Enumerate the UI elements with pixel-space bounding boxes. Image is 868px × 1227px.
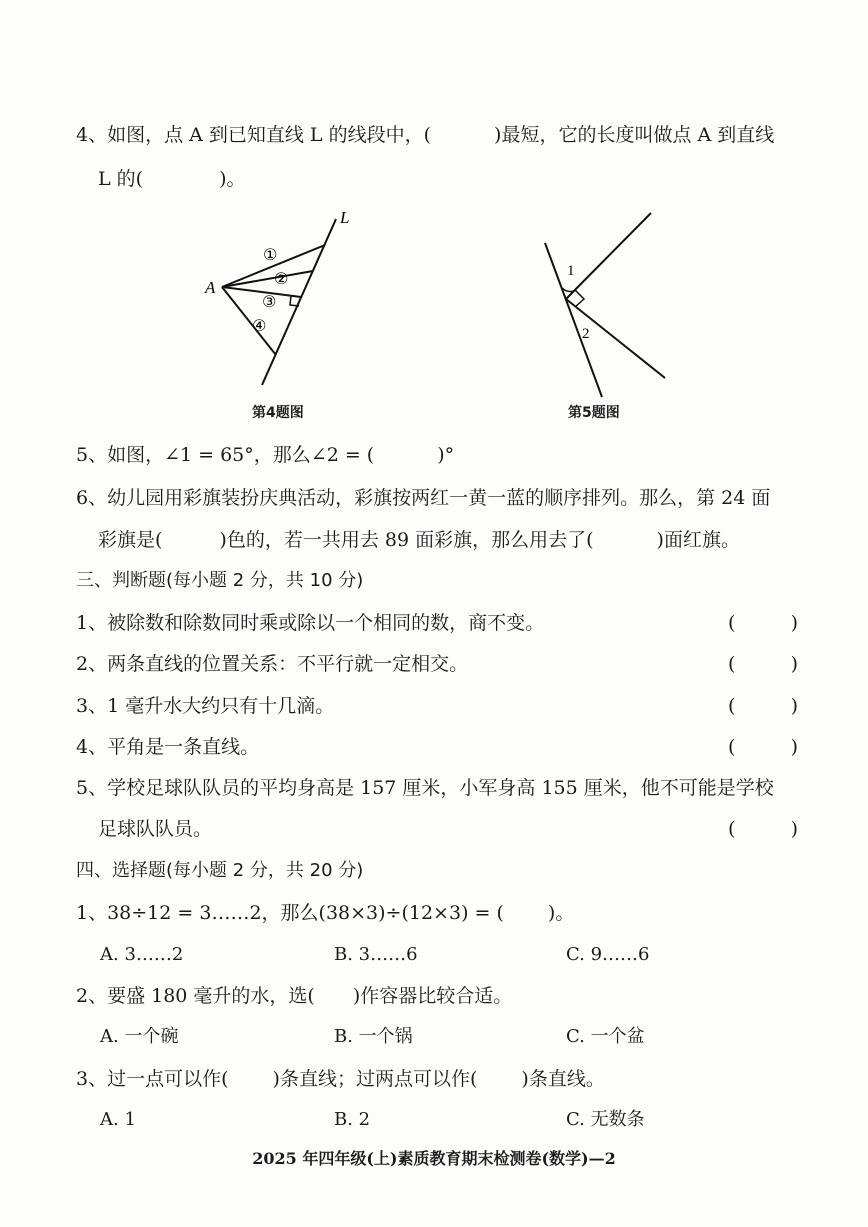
choice-q2-option-c[interactable]: C. 一个盆 <box>566 1026 645 1047</box>
choice-q3-option-c[interactable]: C. 无数条 <box>566 1109 645 1130</box>
judge-item-2: 2、两条直线的位置关系：不平行就一定相交。 <box>76 653 469 675</box>
segment-label-2: ② <box>274 269 289 288</box>
angle-label-1: 1 <box>567 263 575 279</box>
judge-answer-3[interactable]: ( ) <box>728 695 798 717</box>
page-footer: 2025 年四年级(上)素质教育期末检测卷(数学)—2 <box>252 1149 616 1168</box>
section3-title: 三、判断题(每小题 2 分，共 10 分) <box>76 570 364 591</box>
fig5-caption: 第5题图 <box>568 405 620 421</box>
right-angle-marker <box>575 290 584 307</box>
segment-2 <box>222 271 313 287</box>
choice-q2-option-b[interactable]: B. 一个锅 <box>334 1026 413 1047</box>
judge-answer-2[interactable]: ( ) <box>728 653 798 675</box>
label-A: A <box>205 278 216 297</box>
judge-item-3: 3、1 毫升水大约只有十几滴。 <box>76 695 335 717</box>
figure-4 <box>195 205 365 395</box>
fig4-caption: 第4题图 <box>252 405 304 421</box>
angle-label-2: 2 <box>582 326 590 342</box>
choice-q3-option-a[interactable]: A. 1 <box>100 1109 136 1130</box>
choice-q1-option-c[interactable]: C. 9……6 <box>566 944 650 965</box>
judge-item-5-line2: 足球队队员。 <box>98 818 213 840</box>
judge-answer-1[interactable]: ( ) <box>728 612 798 634</box>
choice-q1-option-b[interactable]: B. 3……6 <box>334 944 418 965</box>
q5-line: 5、如图，∠1 = 65°，那么∠2 = ( )° <box>76 444 455 466</box>
choice-q3-option-b[interactable]: B. 2 <box>334 1109 371 1130</box>
q4-line2: L 的( )。 <box>98 168 246 190</box>
choice-q2-option-a[interactable]: A. 一个碗 <box>100 1026 179 1047</box>
q6-line2: 彩旗是( )色的，若一共用去 89 面彩旗，那么用去了( )面红旗。 <box>98 529 740 551</box>
segment-label-1: ① <box>263 245 278 264</box>
judge-answer-4[interactable]: ( ) <box>728 736 798 758</box>
q6-line1: 6、幼儿园用彩旗装扮庆典活动，彩旗按两红一黄一蓝的顺序排列。那么，第 24 面 <box>76 487 771 509</box>
judge-item-1: 1、被除数和除数同时乘或除以一个相同的数，商不变。 <box>76 612 545 634</box>
label-L: L <box>340 208 350 227</box>
choice-q3: 3、过一点可以作( )条直线；过两点可以作( )条直线。 <box>76 1068 605 1090</box>
segment-label-3: ③ <box>262 292 277 311</box>
q4-line1: 4、如图，点 A 到已知直线 L 的线段中，( )最短，它的长度叫做点 A 到直线 <box>76 124 775 146</box>
ray-upper <box>566 213 651 299</box>
judge-answer-5[interactable]: ( ) <box>728 818 798 840</box>
choice-q1-option-a[interactable]: A. 3……2 <box>100 944 184 965</box>
segment-label-4: ④ <box>252 316 267 335</box>
judge-item-4: 4、平角是一条直线。 <box>76 736 260 758</box>
choice-q1: 1、38÷12 = 3……2，那么(38×3)÷(12×3) = ( )。 <box>76 902 575 924</box>
section4-title: 四、选择题(每小题 2 分，共 20 分) <box>76 860 364 881</box>
choice-q2: 2、要盛 180 毫升的水，选( )作容器比较合适。 <box>76 985 513 1007</box>
judge-item-5: 5、学校足球队队员的平均身高是 157 厘米，小军身高 155 厘米，他不可能是学校 <box>76 777 774 799</box>
figure-5 <box>535 205 675 405</box>
